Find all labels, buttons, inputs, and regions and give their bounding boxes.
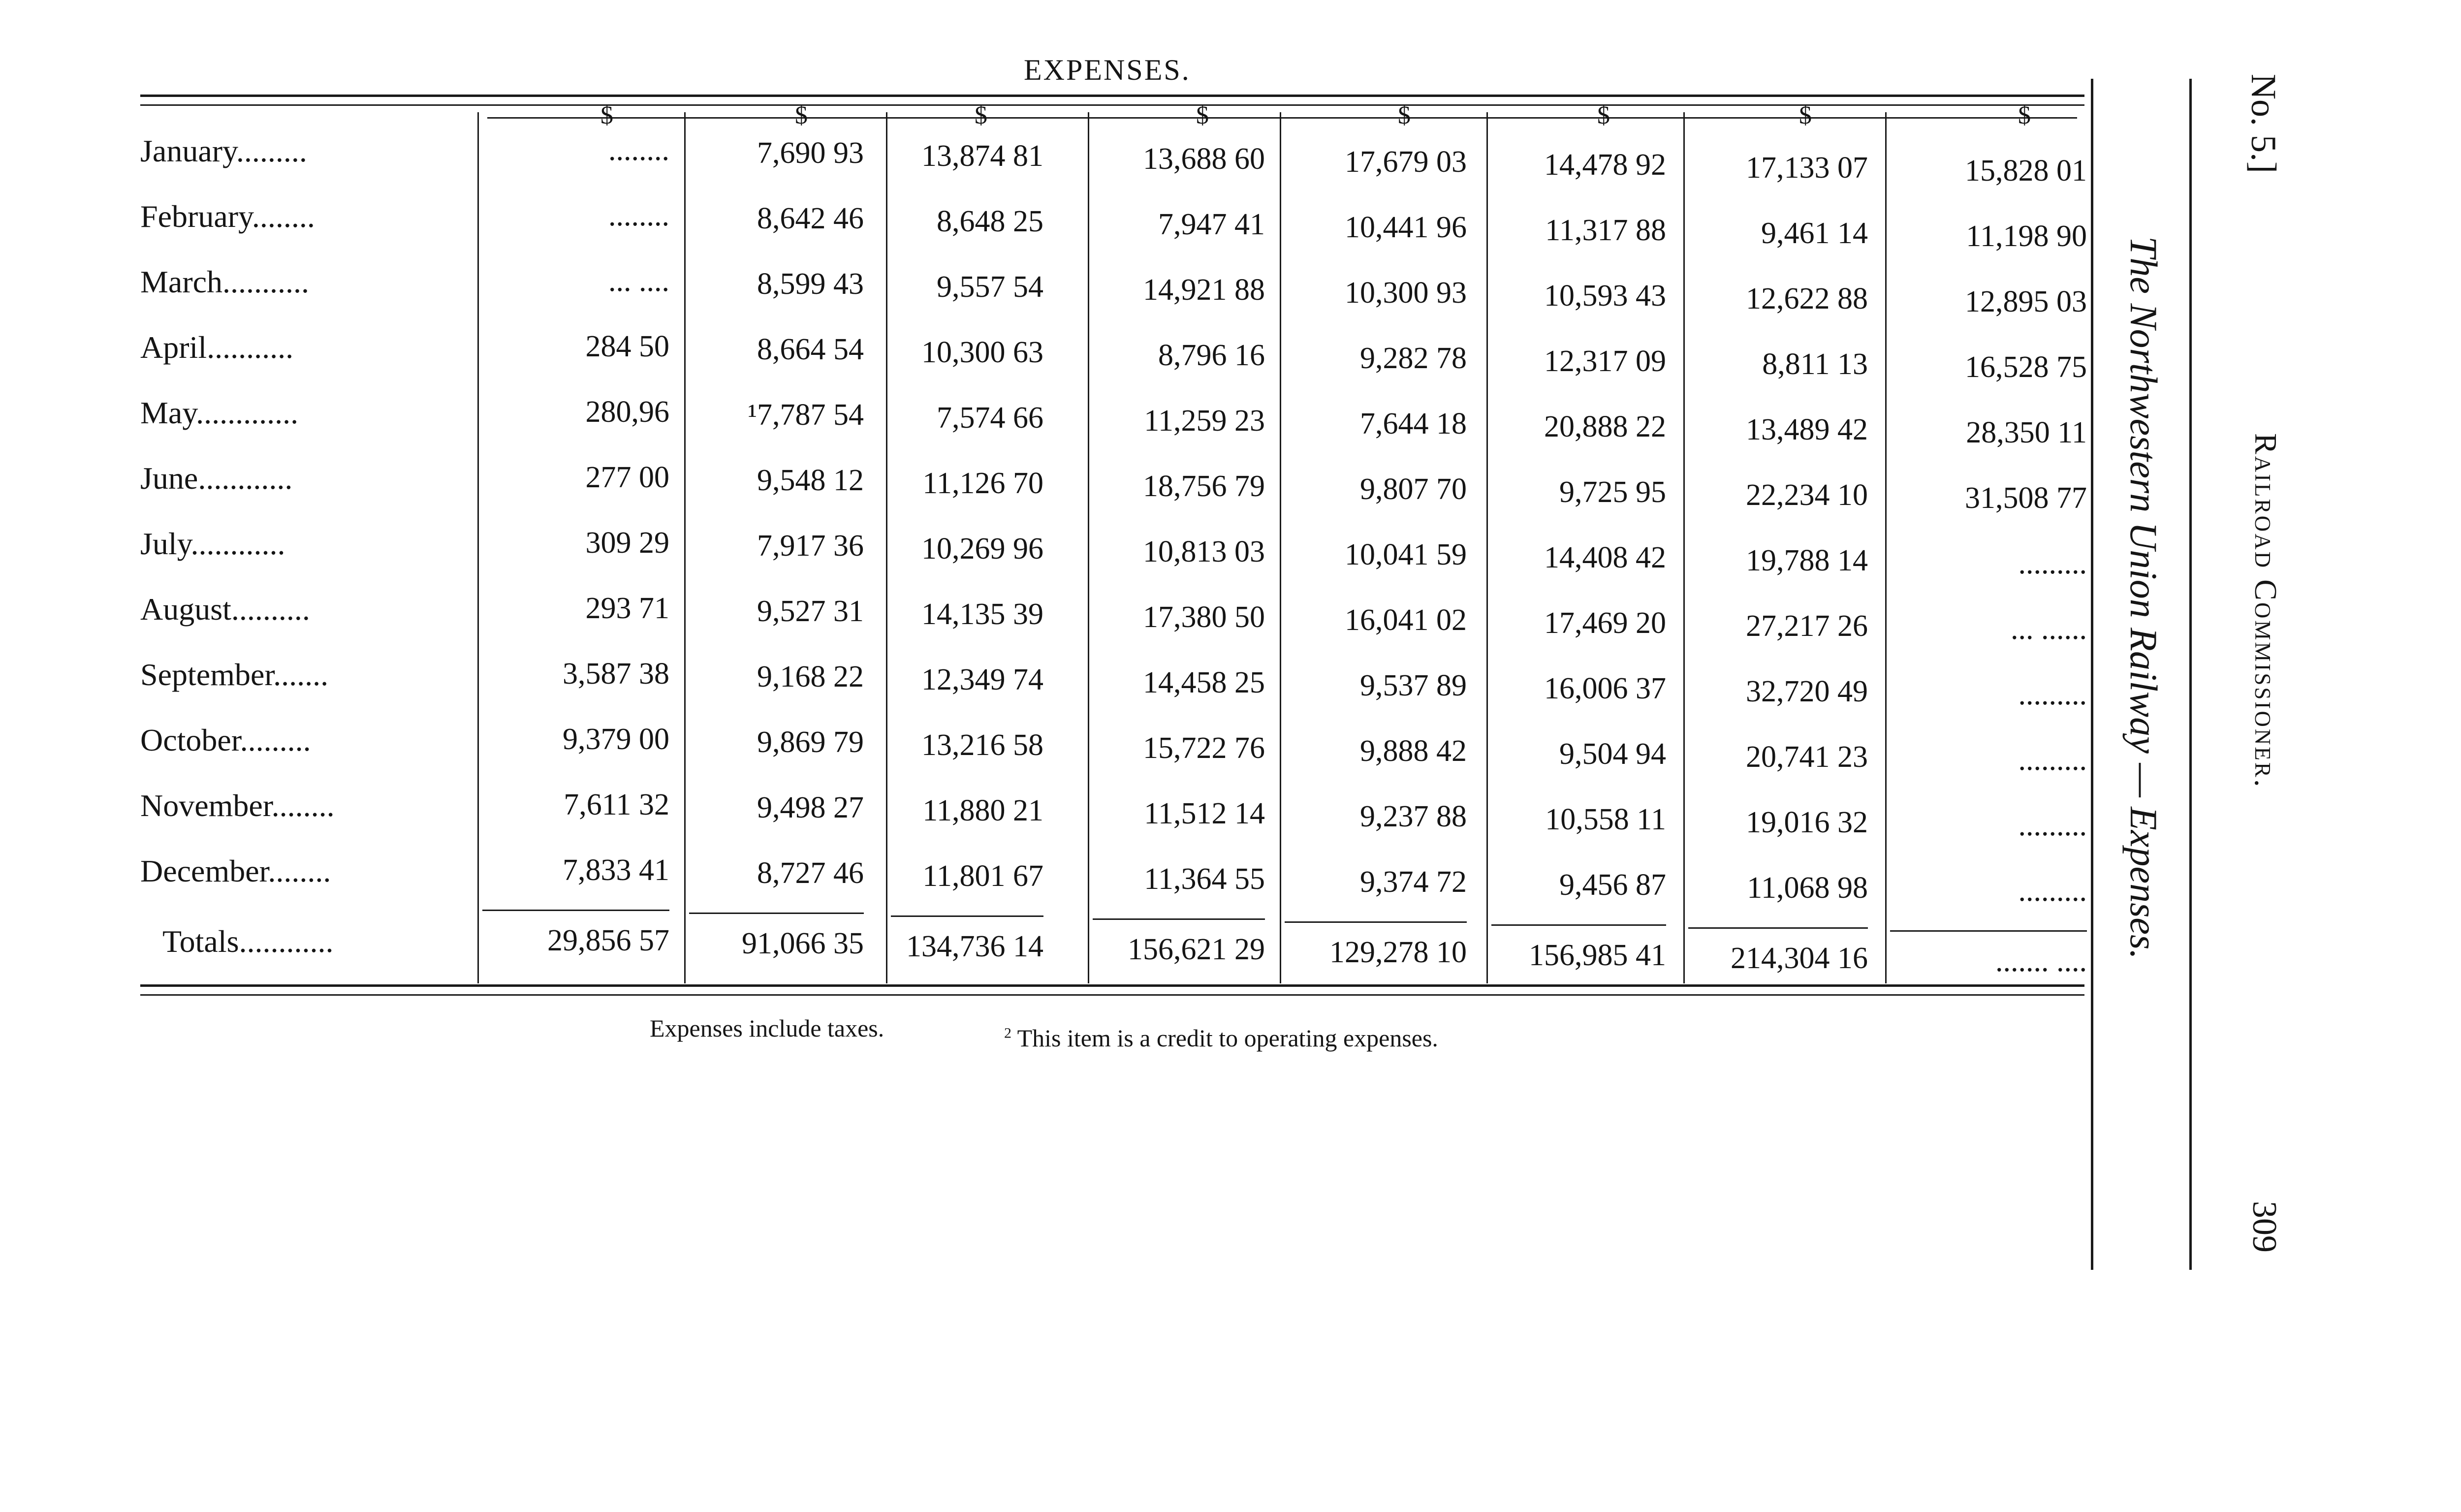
table-cell: 9,168 22 xyxy=(757,660,864,693)
total-cell: 91,066 35 xyxy=(742,927,864,960)
table-cell: 10,558 11 xyxy=(1545,803,1666,836)
table-cell: 11,126 70 xyxy=(922,467,1043,500)
month-label: September....... xyxy=(140,657,329,692)
table-cell: 31,508 77 xyxy=(1965,481,2087,515)
table-cell: 9,237 88 xyxy=(1360,800,1467,833)
table-cell: 20,888 22 xyxy=(1544,410,1666,443)
table-cell: 17,133 07 xyxy=(1746,151,1868,185)
table-cell: 9,498 27 xyxy=(757,791,864,824)
table-cell: 28,350 11 xyxy=(1966,416,2087,449)
table-cell: 18,756 79 xyxy=(1143,470,1265,503)
document-number: No. 5.] xyxy=(2244,74,2283,173)
total-rule xyxy=(1491,924,1666,926)
month-label: August.......... xyxy=(140,592,310,627)
table-cell: 10,300 93 xyxy=(1345,276,1467,310)
table-cell: 16,006 37 xyxy=(1544,672,1666,705)
table-cell: 16,528 75 xyxy=(1965,350,2087,384)
table-cell: 14,408 42 xyxy=(1544,541,1666,574)
table-cell: 8,599 43 xyxy=(757,267,864,301)
table-cell: 9,456 87 xyxy=(1559,868,1666,902)
currency-symbol: $ xyxy=(1398,101,1411,129)
table-cell: 15,722 76 xyxy=(1143,731,1265,765)
total-cell: 214,304 16 xyxy=(1731,942,1868,975)
table-cell: 9,548 12 xyxy=(757,464,864,497)
total-rule xyxy=(689,913,864,914)
table-cell: 11,068 98 xyxy=(1747,871,1868,905)
table-cell: 8,727 46 xyxy=(757,856,864,890)
table-cell: 293 71 xyxy=(585,592,669,625)
table-cell: 9,379 00 xyxy=(563,723,669,756)
table-cell: 9,537 89 xyxy=(1360,669,1467,702)
column-separator xyxy=(684,112,686,983)
table-cell: 12,317 09 xyxy=(1544,345,1666,378)
table-cell: 8,648 25 xyxy=(937,205,1043,238)
currency-symbol: $ xyxy=(795,101,808,129)
month-label: June............ xyxy=(140,461,293,496)
column-separator xyxy=(1683,112,1685,983)
table-cell: 280,96 xyxy=(585,395,669,429)
column-separator xyxy=(1885,112,1887,983)
month-label: February........ xyxy=(140,199,315,234)
table-cell: 14,478 92 xyxy=(1544,148,1666,182)
total-rule xyxy=(1890,930,2087,932)
bottom-rule-1 xyxy=(140,984,2084,987)
table-cell: 11,801 67 xyxy=(922,859,1043,893)
table-cell: 20,741 23 xyxy=(1746,740,1868,774)
table-cell: 8,664 54 xyxy=(757,333,864,366)
total-cell: 29,856 57 xyxy=(547,924,669,957)
table-cell: 10,813 03 xyxy=(1143,535,1265,568)
table-cell: 9,869 79 xyxy=(757,725,864,759)
table-cell: ... ...... xyxy=(2011,612,2087,646)
total-cell: 129,278 10 xyxy=(1329,936,1467,969)
table-cell: 9,374 72 xyxy=(1360,865,1467,899)
table-cell: ... .... xyxy=(608,264,669,298)
month-label: October......... xyxy=(140,723,311,757)
month-label: November........ xyxy=(140,788,335,823)
top-rule-3 xyxy=(487,117,2077,119)
top-rule-1 xyxy=(140,94,2084,97)
table-cell: 7,833 41 xyxy=(563,853,669,887)
table-cell: 7,947 41 xyxy=(1158,208,1265,241)
table-cell: 15,828 01 xyxy=(1965,154,2087,188)
outer-border-rule xyxy=(2189,79,2192,1270)
table-cell: ......... xyxy=(2018,678,2087,711)
table-cell: 11,512 14 xyxy=(1144,797,1265,830)
table-cell: 7,690 93 xyxy=(757,136,864,170)
footnote-mark: 2 xyxy=(1004,1025,1011,1041)
bottom-rule-2 xyxy=(140,994,2084,996)
table-cell: 32,720 49 xyxy=(1746,675,1868,708)
table-cell: ......... xyxy=(2018,743,2087,777)
table-cell: 19,016 32 xyxy=(1746,806,1868,839)
table-cell: ¹7,787 54 xyxy=(748,398,864,432)
month-label: July............ xyxy=(140,526,285,561)
table-cell: 19,788 14 xyxy=(1746,544,1868,577)
table-cell: ........ xyxy=(608,199,669,232)
table-cell: 309 29 xyxy=(585,526,669,560)
table-cell: 9,527 31 xyxy=(757,595,864,628)
page-number: 309 xyxy=(2245,1201,2283,1253)
total-rule xyxy=(891,915,1043,917)
running-head: Railroad Commissioner. xyxy=(2248,433,2283,789)
table-cell: 10,269 96 xyxy=(921,532,1043,566)
currency-symbol: $ xyxy=(975,101,987,129)
total-rule xyxy=(1093,918,1265,920)
table-cell: ......... xyxy=(2018,874,2087,908)
table-cell: 11,198 90 xyxy=(1966,220,2087,253)
table-cell: 10,593 43 xyxy=(1544,279,1666,313)
month-label: May............. xyxy=(140,395,299,430)
column-separator xyxy=(477,112,479,983)
table-cell: 17,469 20 xyxy=(1544,606,1666,640)
table-cell: 12,895 03 xyxy=(1965,285,2087,318)
column-separator xyxy=(886,112,887,983)
table-cell: 12,622 88 xyxy=(1746,282,1868,315)
column-separator xyxy=(1088,112,1089,983)
total-cell: 156,621 29 xyxy=(1128,933,1265,966)
table-cell: 11,259 23 xyxy=(1144,404,1265,438)
table-cell: 7,574 66 xyxy=(937,401,1043,435)
table-cell: 7,917 36 xyxy=(757,529,864,563)
table-cell: 8,796 16 xyxy=(1158,339,1265,372)
table-cell: 14,458 25 xyxy=(1143,666,1265,699)
total-cell: 134,736 14 xyxy=(906,930,1043,963)
column-separator xyxy=(1280,112,1281,983)
table-cell: 17,380 50 xyxy=(1143,600,1265,634)
table-cell: 10,441 96 xyxy=(1345,211,1467,244)
currency-symbol: $ xyxy=(600,101,613,129)
table-title: EXPENSES. xyxy=(1024,54,1191,86)
footnote-credit xyxy=(1004,1024,1438,1052)
month-label: December........ xyxy=(140,853,331,888)
total-cell: 156,985 41 xyxy=(1529,939,1666,972)
table-cell: 9,504 94 xyxy=(1559,737,1666,771)
table-cell: 16,041 02 xyxy=(1345,603,1467,637)
table-cell: 27,217 26 xyxy=(1746,609,1868,643)
table-cell: 9,282 78 xyxy=(1360,342,1467,375)
table-cell: 7,644 18 xyxy=(1360,407,1467,441)
currency-symbol: $ xyxy=(2018,101,2031,129)
table-cell: 12,349 74 xyxy=(921,663,1043,696)
table-cell: 284 50 xyxy=(585,330,669,363)
table-cell: 7,611 32 xyxy=(564,788,669,821)
total-rule xyxy=(1688,927,1868,929)
table-cell: 9,557 54 xyxy=(937,270,1043,304)
table-cell: 9,461 14 xyxy=(1761,217,1868,250)
table-cell: 11,317 88 xyxy=(1545,214,1666,247)
table-cell: 277 00 xyxy=(585,461,669,494)
table-cell: 8,642 46 xyxy=(757,202,864,235)
table-cell: ......... xyxy=(2018,547,2087,580)
table-cell: 17,679 03 xyxy=(1345,145,1467,179)
currency-symbol: $ xyxy=(1196,101,1209,129)
table-cell: 14,135 39 xyxy=(921,598,1043,631)
totals-label: Totals............ xyxy=(162,924,334,959)
total-rule xyxy=(1285,921,1467,923)
table-cell: 22,234 10 xyxy=(1746,478,1868,512)
currency-symbol: $ xyxy=(1597,101,1610,129)
table-cell: 3,587 38 xyxy=(563,657,669,691)
month-label: January......... xyxy=(140,133,307,168)
footnote-credit-text: This item is a credit to operating expenses. xyxy=(1017,1024,1438,1052)
table-cell: 11,364 55 xyxy=(1144,862,1265,896)
table-cell: 13,688 60 xyxy=(1143,142,1265,176)
top-rule-2 xyxy=(140,104,2084,106)
month-label: March........... xyxy=(140,264,310,299)
table-cell: 9,888 42 xyxy=(1360,734,1467,768)
side-title: The Northwestern Union Railway — Expenses. xyxy=(2122,236,2165,959)
table-cell: 10,300 63 xyxy=(921,336,1043,369)
column-separator xyxy=(1486,112,1488,983)
total-rule xyxy=(482,910,669,911)
table-cell: 11,880 21 xyxy=(922,794,1043,827)
table-cell: 13,874 81 xyxy=(921,139,1043,173)
table-cell: ......... xyxy=(2018,809,2087,842)
total-cell: ....... .... xyxy=(1995,945,2087,978)
table-cell: 9,807 70 xyxy=(1360,472,1467,506)
footnote-taxes: Expenses include taxes. xyxy=(650,1014,884,1042)
table-cell: 8,811 13 xyxy=(1762,347,1868,381)
table-cell: 14,921 88 xyxy=(1143,273,1265,307)
table-cell: 10,041 59 xyxy=(1345,538,1467,571)
currency-symbol: $ xyxy=(1799,101,1812,129)
table-cell: 13,489 42 xyxy=(1746,413,1868,446)
right-border-rule xyxy=(2091,79,2093,1270)
month-label: April........... xyxy=(140,330,294,365)
table-cell: ........ xyxy=(608,133,669,167)
table-cell: 9,725 95 xyxy=(1559,475,1666,509)
table-cell: 13,216 58 xyxy=(921,728,1043,762)
